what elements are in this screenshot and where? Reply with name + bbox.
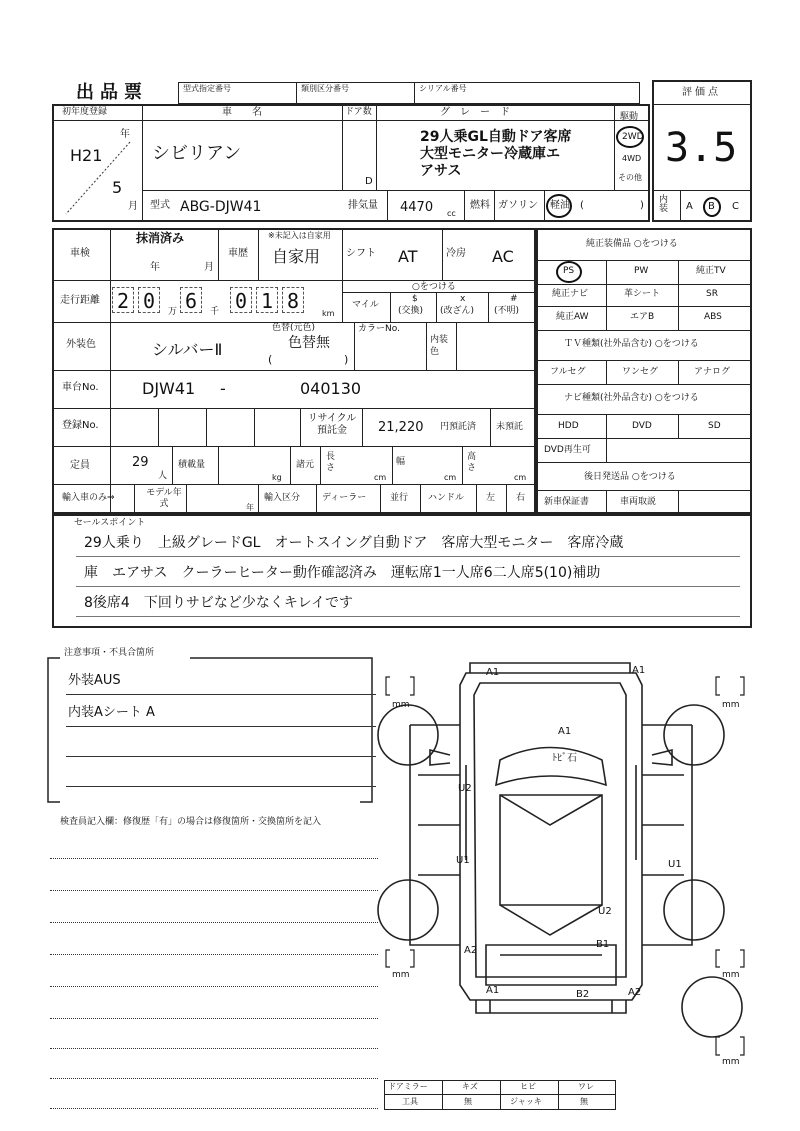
info-grid: [52, 228, 536, 514]
recycle-deposited: 円預託済: [440, 422, 477, 432]
interior-a: A: [686, 201, 693, 212]
tv-oneseg: ワンセグ: [622, 367, 659, 377]
shift-value: AT: [398, 247, 418, 266]
shaken-label: 車検: [70, 248, 90, 259]
equip-sr: SR: [706, 289, 718, 299]
color-change-label: 色替(元色): [272, 323, 316, 333]
shaken-value: 抹消済み: [136, 231, 185, 245]
equip-tv: 純正TV: [696, 266, 726, 276]
load-kg: kg: [272, 473, 282, 482]
length-cm: cm: [374, 473, 387, 482]
mileage-digit-1: 2: [112, 287, 134, 313]
fuel-paren-close: ): [640, 200, 644, 211]
equip-leather: 革シート: [624, 289, 661, 299]
legend-header-break: ワレ: [578, 1082, 594, 1091]
equip-navi: 純正ナビ: [552, 289, 589, 299]
dims-label: 諸元: [296, 460, 315, 470]
drive-label: 駆動: [620, 112, 639, 122]
model-year-unit: 年: [246, 503, 254, 512]
drive-4wd: 4WD: [622, 154, 642, 163]
serial-label: シリアル番号: [419, 84, 467, 93]
vehicle-diagram: [370, 655, 760, 1075]
capacity-value: 29: [132, 455, 149, 470]
equip-airbag: エアB: [630, 312, 655, 322]
exchange-sym: $: [412, 294, 418, 304]
shift-label: シフト: [346, 248, 376, 259]
mark-bumper-center: B2: [576, 989, 590, 1000]
equip-ps: PS: [563, 266, 575, 276]
color-paren-close: ): [344, 353, 349, 366]
recycle-value: 21,220: [378, 420, 424, 435]
mileage-circle-note: ○をつける: [412, 282, 456, 292]
sales-point-line-2: 庫 エアサス クーラーヒーター動作確認済み 運転席1一人席6二人席5(10)補助: [84, 565, 601, 581]
fuel-label: 燃料: [470, 200, 490, 211]
fuel-gasoline: ガソリン: [498, 200, 538, 211]
mileage-km: km: [322, 309, 335, 318]
car-name: シビリアン: [152, 143, 242, 164]
color-paren-open: (: [268, 353, 273, 366]
score-value: 3.5: [665, 125, 738, 171]
legend-header-scratch: キズ: [462, 1082, 478, 1091]
notes-label: 注意事項・不具合箇所: [64, 648, 155, 658]
modified-label: (改ざん): [440, 306, 475, 316]
tv-fullseg: フルセグ: [550, 367, 586, 377]
mark-rear-center: U2: [598, 906, 612, 917]
tire-mm-fl: mm: [392, 700, 410, 710]
sales-point-line-3: 8後席4 下回りサビなど少なくキレイです: [84, 595, 353, 611]
form-title: 出品票: [76, 82, 148, 103]
legend-tools-status: 無: [464, 1097, 472, 1106]
mark-left-upper: U2: [458, 783, 472, 794]
fuel-diesel: 軽油: [550, 200, 570, 211]
cc-unit: cc: [447, 209, 456, 218]
mileage-digit-5: 1: [256, 287, 278, 313]
sales-point-line-1: 29人乗り 上級グレードGL オートスイング自動ドア 客席大型モニター 客席冷蔵: [84, 535, 624, 551]
interior-score-label: 内装: [659, 195, 669, 214]
displacement-value: 4470: [400, 200, 434, 215]
color-no-label: カラーNo.: [358, 324, 400, 334]
exchange-label: (交換): [398, 306, 424, 316]
width-cm: cm: [444, 473, 457, 482]
score-label: 評価点: [682, 87, 721, 98]
load-label: 積載量: [178, 460, 206, 470]
tv-title: ＴＶ種類(社外品含む) ○をつける: [564, 339, 699, 349]
mark-front-left: A1: [486, 667, 500, 678]
mark-chip: ﾄﾋﾞ石: [552, 753, 577, 764]
import-dealer: ディーラー: [322, 493, 367, 503]
first-reg-month: 5: [112, 178, 123, 197]
interior-b-circle: [703, 197, 721, 217]
color-change-value: 色替無: [288, 335, 330, 351]
chassis-number: 040130: [300, 379, 362, 398]
first-reg-slash: [62, 140, 134, 216]
color-value: シルバーⅡ: [152, 340, 223, 359]
class-no-label: 類別区分番号: [301, 84, 349, 93]
shaken-month: 月: [204, 262, 214, 273]
equip-ps-circle: [556, 261, 582, 283]
fuel-diesel-circle: [546, 194, 572, 218]
chassis-dash: -: [220, 379, 226, 398]
doors-unit: D: [365, 176, 373, 187]
mark-bumper-left: A1: [486, 985, 500, 996]
mark-windshield: A1: [558, 726, 572, 737]
import-right: 右: [516, 493, 526, 503]
import-left: 左: [486, 493, 496, 503]
recycle-label: リサイクル預託金: [307, 413, 357, 436]
dvd-play: DVD再生可: [544, 445, 591, 455]
import-label: 輸入車のみ⇒: [62, 493, 115, 503]
interior-b: B: [708, 201, 715, 212]
later-manual: 車両取説: [620, 497, 657, 507]
mileage-sen: 千: [210, 307, 220, 317]
registration-label: 登録No.: [62, 420, 99, 431]
tire-mm-fr: mm: [722, 700, 740, 710]
history-value: 自家用: [272, 247, 321, 266]
equip-pw: PW: [634, 266, 649, 276]
tire-mm-rl: mm: [392, 970, 410, 980]
legend-tools: 工具: [402, 1097, 418, 1106]
doors-label: ドア数: [345, 107, 372, 117]
inspector-label: 検査員記入欄：修復歴「有」の場合は修復箇所・交換箇所を記入: [60, 817, 322, 827]
recycle-not-deposited: 未預託: [496, 422, 524, 432]
navi-hdd: HDD: [558, 421, 579, 431]
grade-label: グ レ ー ド: [440, 107, 510, 118]
later-warranty: 新車保証書: [544, 497, 590, 507]
modified-sym: x: [460, 294, 466, 304]
width-label: 幅: [396, 457, 406, 467]
history-label: 車歴: [228, 248, 248, 259]
color-label: 外装色: [66, 339, 96, 350]
navi-dvd: DVD: [632, 421, 652, 431]
first-reg-year: H21: [70, 146, 103, 165]
mileage-digit-3: 6: [180, 287, 202, 313]
model-year-label: モデル年式: [146, 488, 182, 509]
drive-other: その他: [618, 173, 642, 182]
legend-jack: ジャッキ: [510, 1097, 542, 1106]
import-parallel: 並行: [390, 493, 409, 503]
model-label: 型式: [150, 200, 170, 211]
mileage-mile: マイル: [352, 300, 379, 310]
tire-mm-spare: mm: [722, 1057, 740, 1067]
navi-title: ナビ種類(社外品含む) ○をつける: [564, 393, 699, 403]
cooler-value: AC: [492, 247, 514, 266]
fuel-paren-open: (: [580, 200, 584, 211]
length-label: 長さ: [326, 452, 336, 473]
navi-sd: SD: [708, 421, 721, 431]
equip-aw: 純正AW: [556, 312, 589, 322]
import-category-label: 輸入区分: [264, 493, 301, 503]
mark-rear-left: A2: [464, 945, 478, 956]
mileage-man: 万: [168, 307, 178, 317]
capacity-label: 定員: [70, 460, 90, 471]
tv-analog: アナログ: [694, 367, 731, 377]
grade-line-2: 大型モニター冷蔵庫エ: [420, 146, 560, 162]
mark-rear-lower: B1: [596, 939, 610, 950]
later-title: 後日発送品 ○をつける: [584, 472, 676, 482]
interior-c: C: [732, 201, 739, 212]
shaken-year: 年: [150, 262, 160, 273]
capacity-unit: 人: [158, 471, 168, 481]
mileage-digit-6: 8: [282, 287, 304, 313]
mark-right-mid: U1: [668, 859, 682, 870]
grade-line-3: アサス: [420, 163, 462, 179]
chassis-prefix: DJW41: [142, 379, 196, 398]
first-reg-label: 初年度登録: [62, 107, 108, 117]
mileage-label: 走行距離: [60, 295, 100, 306]
sales-points-label: セールスポイント: [74, 518, 146, 528]
equip-abs: ABS: [704, 312, 722, 322]
notes-line-1: 外装AUS: [68, 673, 121, 688]
notes-line-2: 内装Aシート A: [68, 705, 155, 720]
height-label: 高さ: [467, 452, 477, 473]
legend-header-crack: ヒビ: [520, 1082, 536, 1091]
tire-mm-rr: mm: [722, 970, 740, 980]
first-reg-year-unit: 年: [120, 129, 130, 140]
mark-bumper-right: A2: [628, 987, 642, 998]
interior-color-label: 内装色: [430, 335, 449, 357]
mark-left-mid: U1: [456, 855, 470, 866]
grade-line-1: 29人乗GL自動ドア客席: [420, 129, 572, 145]
type-no-label: 型式指定番号: [183, 84, 231, 93]
chassis-label: 車台No.: [62, 382, 99, 393]
mark-front-right: A1: [632, 665, 646, 676]
unknown-label: (不明): [494, 306, 520, 316]
displacement-label: 排気量: [348, 200, 378, 211]
drive-2wd-circle: [616, 126, 644, 148]
cooler-label: 冷房: [446, 248, 466, 259]
car-name-label: 車 名: [222, 107, 262, 118]
equipment-title: 純正装備品 ○をつける: [586, 239, 678, 249]
height-cm: cm: [514, 473, 527, 482]
unknown-sym: #: [510, 294, 518, 304]
model-value: ABG-DJW41: [180, 199, 262, 215]
drive-2wd: 2WD: [622, 132, 644, 142]
mileage-digit-4: 0: [230, 287, 252, 313]
first-reg-month-unit: 月: [128, 201, 138, 212]
mileage-digit-2: 0: [138, 287, 160, 313]
legend-jack-status: 無: [580, 1097, 588, 1106]
import-handle: ハンドル: [428, 493, 465, 503]
history-note: ※未記入は自家用: [268, 231, 331, 240]
header-codes-box: [178, 82, 640, 104]
legend-header-mirror: ドアミラー: [388, 1082, 428, 1091]
